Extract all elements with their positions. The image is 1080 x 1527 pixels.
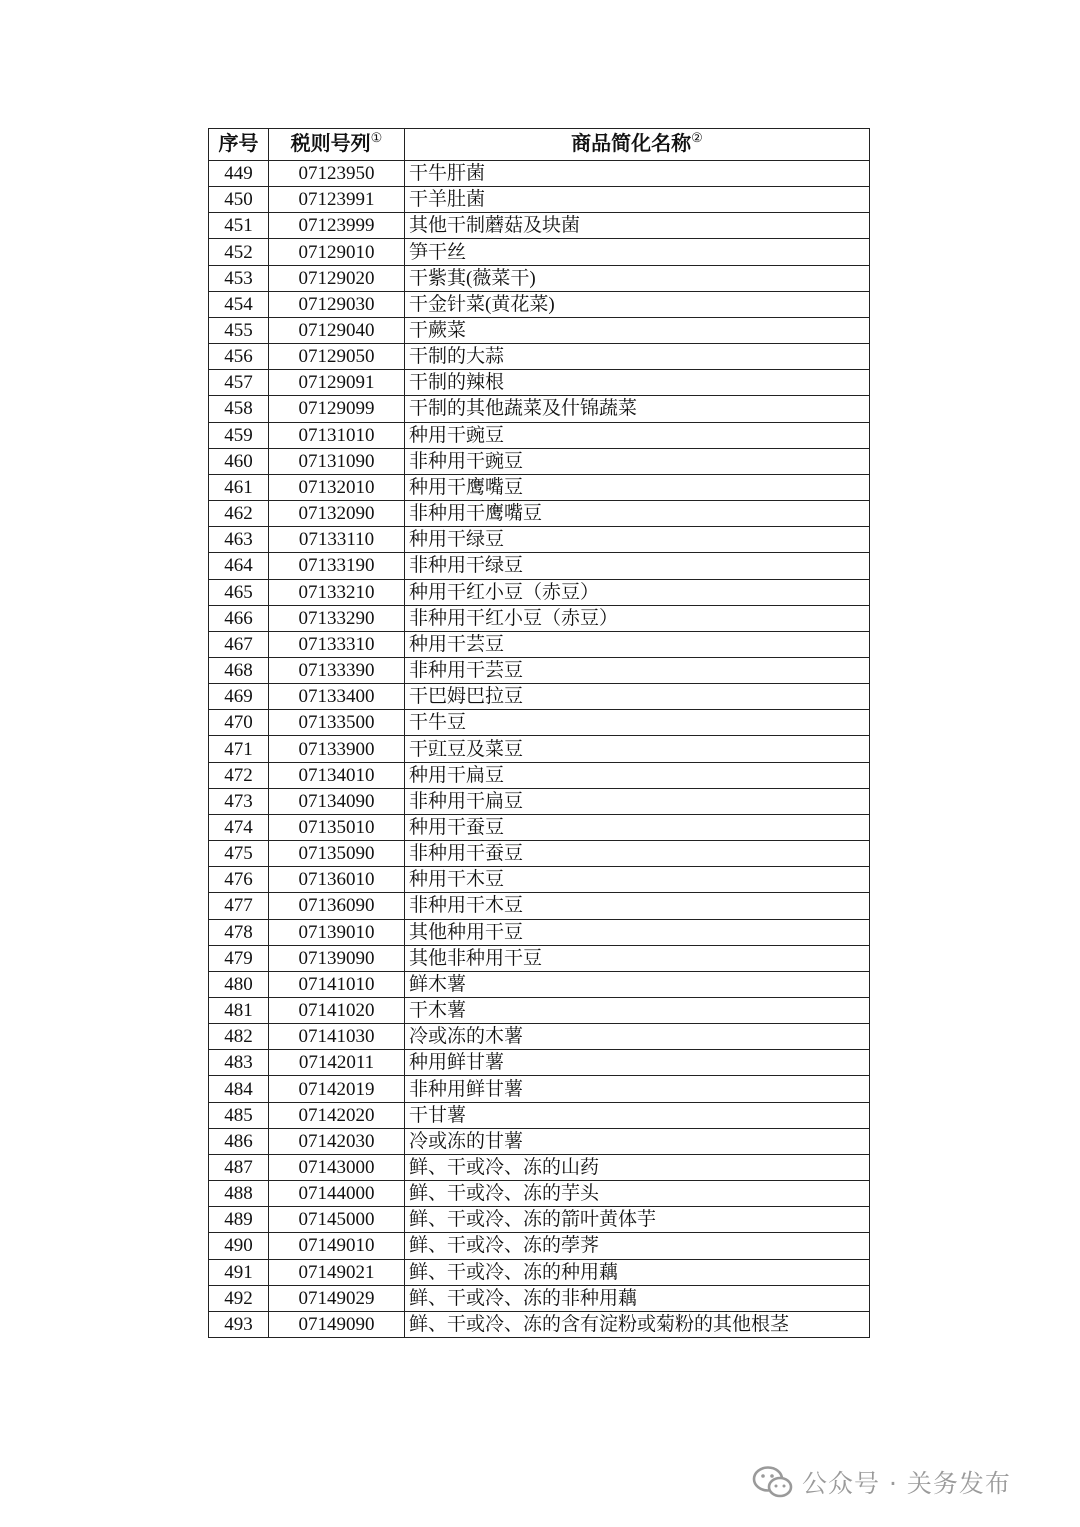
- cell-name: 干紫萁(薇菜干): [405, 265, 870, 291]
- cell-name: 干制的辣根: [405, 370, 870, 396]
- cell-seq: 460: [209, 448, 269, 474]
- table-row: [209, 291, 870, 317]
- footnote-marker: ①: [370, 130, 383, 145]
- header-code: 税则号列①: [269, 129, 405, 161]
- cell-seq: 461: [209, 474, 269, 500]
- table-row: [209, 1128, 870, 1154]
- table-row: [209, 1050, 870, 1076]
- table-row: [209, 762, 870, 788]
- table-header: [209, 129, 870, 161]
- cell-seq: 458: [209, 396, 269, 422]
- cell-code: 07135010: [269, 814, 405, 840]
- cell-seq: 463: [209, 527, 269, 553]
- table-row: [209, 396, 870, 422]
- cell-seq: 474: [209, 814, 269, 840]
- cell-code: 07129099: [269, 396, 405, 422]
- table-row: [209, 631, 870, 657]
- cell-seq: 487: [209, 1154, 269, 1180]
- cell-code: 07133310: [269, 631, 405, 657]
- cell-seq: 490: [209, 1233, 269, 1259]
- table-row: [209, 239, 870, 265]
- cell-seq: 465: [209, 579, 269, 605]
- cell-name: 其他种用干豆: [405, 919, 870, 945]
- cell-code: 07136010: [269, 867, 405, 893]
- cell-name: 鲜、干或冷、冻的非种用藕: [405, 1285, 870, 1311]
- table-row: [209, 1024, 870, 1050]
- watermark: [752, 1462, 1011, 1502]
- cell-code: 07149090: [269, 1311, 405, 1337]
- cell-seq: 449: [209, 161, 269, 187]
- cell-seq: 459: [209, 422, 269, 448]
- cell-code: 07142019: [269, 1076, 405, 1102]
- cell-name: 干豇豆及菜豆: [405, 736, 870, 762]
- cell-seq: 477: [209, 893, 269, 919]
- cell-code: 07129030: [269, 291, 405, 317]
- cell-seq: 453: [209, 265, 269, 291]
- table-row: [209, 265, 870, 291]
- cell-name: 种用干木豆: [405, 867, 870, 893]
- cell-code: 07134010: [269, 762, 405, 788]
- cell-name: 种用干鹰嘴豆: [405, 474, 870, 500]
- cell-code: 07131090: [269, 448, 405, 474]
- cell-code: 07133500: [269, 710, 405, 736]
- cell-code: 07136090: [269, 893, 405, 919]
- table-row: [209, 710, 870, 736]
- cell-code: 07141010: [269, 971, 405, 997]
- cell-name: 鲜、干或冷、冻的荸荠: [405, 1233, 870, 1259]
- cell-name: 非种用干芸豆: [405, 657, 870, 683]
- table-row: [209, 213, 870, 239]
- cell-name: 干甘薯: [405, 1102, 870, 1128]
- table-row: [209, 1181, 870, 1207]
- cell-name: 其他干制蘑菇及块菌: [405, 213, 870, 239]
- cell-name: 种用鲜甘薯: [405, 1050, 870, 1076]
- table-row: [209, 1076, 870, 1102]
- cell-code: 07141020: [269, 998, 405, 1024]
- cell-code: 07132010: [269, 474, 405, 500]
- cell-code: 07134090: [269, 788, 405, 814]
- cell-seq: 464: [209, 553, 269, 579]
- cell-seq: 491: [209, 1259, 269, 1285]
- cell-code: 07142030: [269, 1128, 405, 1154]
- cell-seq: 481: [209, 998, 269, 1024]
- cell-name: 种用干扁豆: [405, 762, 870, 788]
- cell-name: 其他非种用干豆: [405, 945, 870, 971]
- cell-seq: 484: [209, 1076, 269, 1102]
- cell-code: 07142020: [269, 1102, 405, 1128]
- cell-name: 干制的其他蔬菜及什锦蔬菜: [405, 396, 870, 422]
- cell-code: 07131010: [269, 422, 405, 448]
- cell-code: 07129020: [269, 265, 405, 291]
- cell-name: 非种用干扁豆: [405, 788, 870, 814]
- cell-name: 笋干丝: [405, 239, 870, 265]
- table-row: [209, 867, 870, 893]
- cell-name: 干羊肚菌: [405, 187, 870, 213]
- cell-name: 非种用干蚕豆: [405, 841, 870, 867]
- table-row: [209, 422, 870, 448]
- table-row: [209, 448, 870, 474]
- cell-seq: 470: [209, 710, 269, 736]
- cell-name: 干牛豆: [405, 710, 870, 736]
- cell-seq: 450: [209, 187, 269, 213]
- cell-code: 07139090: [269, 945, 405, 971]
- table-row: [209, 1207, 870, 1233]
- cell-name: 鲜木薯: [405, 971, 870, 997]
- cell-name: 非种用干豌豆: [405, 448, 870, 474]
- cell-seq: 493: [209, 1311, 269, 1337]
- table-row: [209, 579, 870, 605]
- cell-name: 非种用干绿豆: [405, 553, 870, 579]
- cell-name: 种用干绿豆: [405, 527, 870, 553]
- cell-code: 07133190: [269, 553, 405, 579]
- table-row: [209, 893, 870, 919]
- cell-code: 07139010: [269, 919, 405, 945]
- table-row: [209, 814, 870, 840]
- cell-name: 干牛肝菌: [405, 161, 870, 187]
- cell-code: 07129050: [269, 344, 405, 370]
- cell-name: 鲜、干或冷、冻的山药: [405, 1154, 870, 1180]
- cell-seq: 455: [209, 317, 269, 343]
- cell-seq: 457: [209, 370, 269, 396]
- cell-seq: 480: [209, 971, 269, 997]
- cell-seq: 454: [209, 291, 269, 317]
- cell-code: 07144000: [269, 1181, 405, 1207]
- table-body: [209, 161, 870, 1338]
- table-row: [209, 1259, 870, 1285]
- cell-seq: 472: [209, 762, 269, 788]
- cell-seq: 475: [209, 841, 269, 867]
- cell-name: 鲜、干或冷、冻的种用藕: [405, 1259, 870, 1285]
- cell-seq: 483: [209, 1050, 269, 1076]
- header-row: [209, 129, 870, 161]
- cell-code: 07135090: [269, 841, 405, 867]
- cell-seq: 478: [209, 919, 269, 945]
- cell-code: 07129091: [269, 370, 405, 396]
- cell-code: 07149010: [269, 1233, 405, 1259]
- cell-code: 07145000: [269, 1207, 405, 1233]
- table-row: [209, 971, 870, 997]
- table-row: [209, 1311, 870, 1337]
- cell-code: 07149021: [269, 1259, 405, 1285]
- table-row: [209, 1154, 870, 1180]
- table-row: [209, 841, 870, 867]
- cell-seq: 485: [209, 1102, 269, 1128]
- cell-code: 07133390: [269, 657, 405, 683]
- table-row: [209, 657, 870, 683]
- cell-code: 07133110: [269, 527, 405, 553]
- table-row: [209, 553, 870, 579]
- table-row: [209, 370, 870, 396]
- cell-name: 鲜、干或冷、冻的箭叶黄体芋: [405, 1207, 870, 1233]
- table-row: [209, 919, 870, 945]
- tariff-table: [208, 128, 870, 1338]
- cell-code: 07132090: [269, 501, 405, 527]
- table-row: [209, 187, 870, 213]
- table-row: [209, 945, 870, 971]
- cell-name: 种用干芸豆: [405, 631, 870, 657]
- footnote-marker: ②: [691, 130, 703, 145]
- cell-code: 07133400: [269, 684, 405, 710]
- cell-seq: 467: [209, 631, 269, 657]
- cell-seq: 466: [209, 605, 269, 631]
- cell-code: 07129010: [269, 239, 405, 265]
- cell-code: 07123999: [269, 213, 405, 239]
- cell-name: 干木薯: [405, 998, 870, 1024]
- cell-seq: 468: [209, 657, 269, 683]
- table-row: [209, 317, 870, 343]
- cell-code: 07142011: [269, 1050, 405, 1076]
- table-row: [209, 1285, 870, 1311]
- cell-seq: 471: [209, 736, 269, 762]
- cell-name: 鲜、干或冷、冻的芋头: [405, 1181, 870, 1207]
- table-row: [209, 736, 870, 762]
- cell-code: 07133210: [269, 579, 405, 605]
- cell-seq: 489: [209, 1207, 269, 1233]
- table-row: [209, 527, 870, 553]
- cell-seq: 473: [209, 788, 269, 814]
- cell-seq: 479: [209, 945, 269, 971]
- cell-code: 07143000: [269, 1154, 405, 1180]
- table-row: [209, 1233, 870, 1259]
- header-name: 商品简化名称②: [405, 129, 870, 161]
- table-row: [209, 998, 870, 1024]
- cell-seq: 469: [209, 684, 269, 710]
- cell-code: 07123950: [269, 161, 405, 187]
- cell-name: 非种用干红小豆（赤豆）: [405, 605, 870, 631]
- cell-seq: 488: [209, 1181, 269, 1207]
- cell-code: 07133290: [269, 605, 405, 631]
- cell-name: 鲜、干或冷、冻的含有淀粉或菊粉的其他根茎: [405, 1311, 870, 1337]
- cell-name: 冷或冻的甘薯: [405, 1128, 870, 1154]
- cell-name: 非种用干木豆: [405, 893, 870, 919]
- cell-seq: 476: [209, 867, 269, 893]
- cell-seq: 451: [209, 213, 269, 239]
- table-row: [209, 605, 870, 631]
- cell-seq: 492: [209, 1285, 269, 1311]
- cell-name: 干金针菜(黄花菜): [405, 291, 870, 317]
- cell-name: 非种用鲜甘薯: [405, 1076, 870, 1102]
- cell-name: 冷或冻的木薯: [405, 1024, 870, 1050]
- cell-name: 种用干蚕豆: [405, 814, 870, 840]
- table-row: [209, 474, 870, 500]
- table-row: [209, 161, 870, 187]
- cell-code: 07133900: [269, 736, 405, 762]
- table-row: [209, 788, 870, 814]
- header-seq: 序号: [209, 129, 269, 161]
- wechat-icon: [752, 1464, 794, 1500]
- cell-name: 非种用干鹰嘴豆: [405, 501, 870, 527]
- cell-seq: 486: [209, 1128, 269, 1154]
- table-row: [209, 344, 870, 370]
- cell-name: 干制的大蒜: [405, 344, 870, 370]
- table-row: [209, 684, 870, 710]
- cell-code: 07149029: [269, 1285, 405, 1311]
- cell-name: 种用干红小豆（赤豆）: [405, 579, 870, 605]
- cell-seq: 452: [209, 239, 269, 265]
- cell-seq: 482: [209, 1024, 269, 1050]
- cell-name: 种用干豌豆: [405, 422, 870, 448]
- cell-name: 干蕨菜: [405, 317, 870, 343]
- cell-code: 07129040: [269, 317, 405, 343]
- watermark-text: 公众号 · 关务发布: [802, 1469, 1011, 1498]
- cell-code: 07123991: [269, 187, 405, 213]
- cell-seq: 456: [209, 344, 269, 370]
- cell-seq: 462: [209, 501, 269, 527]
- cell-name: 干巴姆巴拉豆: [405, 684, 870, 710]
- table-row: [209, 1102, 870, 1128]
- table-row: [209, 501, 870, 527]
- cell-code: 07141030: [269, 1024, 405, 1050]
